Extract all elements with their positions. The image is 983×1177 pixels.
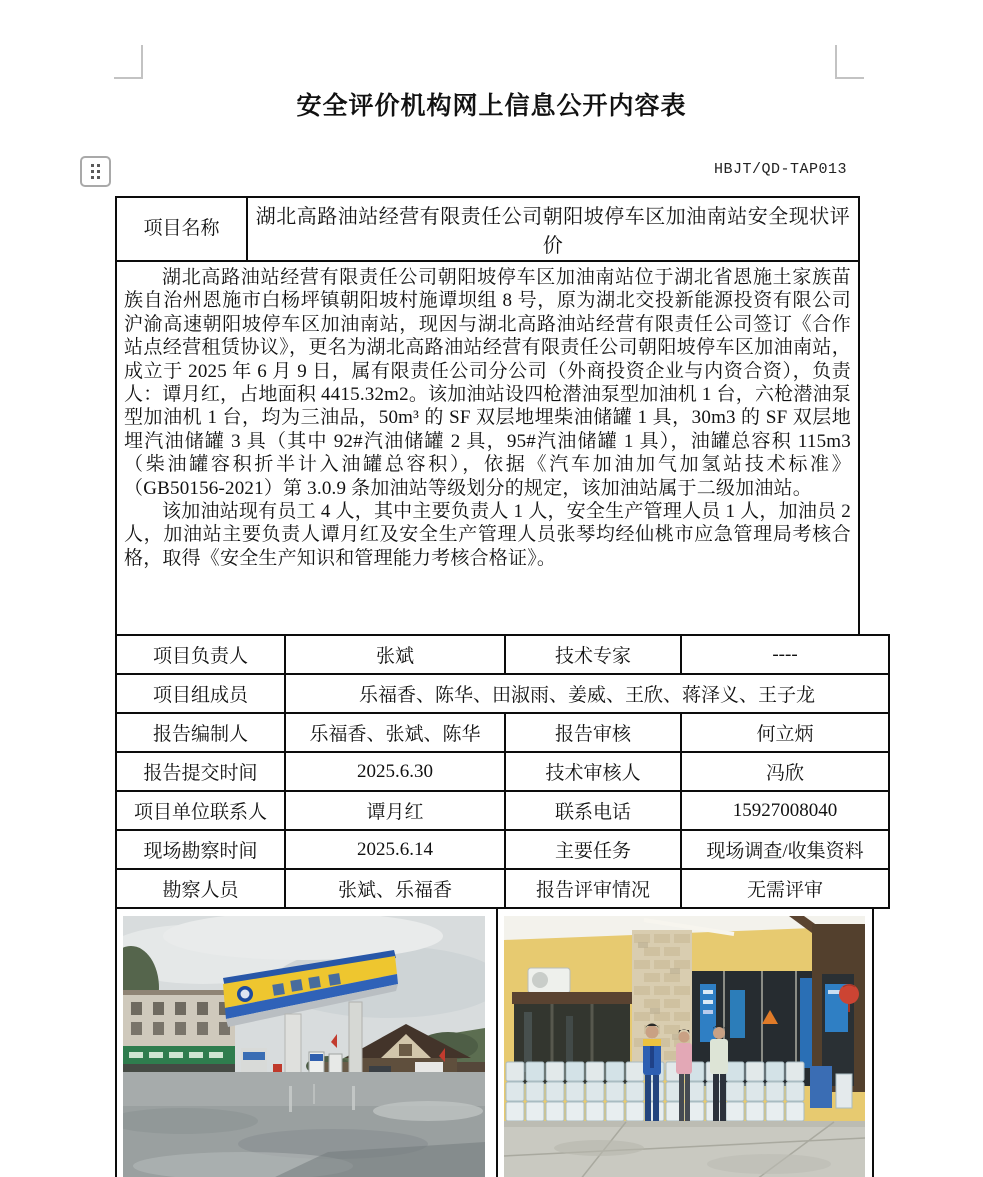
project-description-cell <box>116 261 859 635</box>
row-label: 现场勘察时间 <box>116 830 285 869</box>
description-paragraph-2: 该加油站现有员工 4 人，其中主要负责人 1 人，安全生产管理人员 1 人，加油员 2 人，加油站主要负责人谭月红及安全生产管理人员张琴均经仙桃市应急管理局考核合格，取得《安全生产知识和管理能力考核合格证》。 <box>124 501 851 569</box>
row-value: 乐福香、张斌、陈华 <box>285 713 505 752</box>
row-label: 报告评审情况 <box>505 869 681 908</box>
gas-station-photo[interactable] <box>123 916 485 1177</box>
info-table <box>115 196 864 1177</box>
text-boundary-mark-left <box>114 45 143 79</box>
row-label: 技术专家 <box>505 635 681 674</box>
row-label: 勘察人员 <box>116 869 285 908</box>
table-row <box>116 674 889 713</box>
table-row <box>116 830 889 869</box>
row-value: 张斌 <box>285 635 505 674</box>
table-row <box>116 752 889 791</box>
table-move-handle-icon[interactable] <box>80 156 111 187</box>
row-value: 2025.6.14 <box>285 830 505 869</box>
photo-cell-left <box>116 908 497 1177</box>
row-label: 项目单位联系人 <box>116 791 285 830</box>
row-value: 何立炳 <box>681 713 889 752</box>
row-label: 报告提交时间 <box>116 752 285 791</box>
table-row <box>116 635 889 674</box>
row-label: 项目组成员 <box>116 674 285 713</box>
table-row <box>116 869 889 908</box>
row-value: 谭月红 <box>285 791 505 830</box>
row-label: 联系电话 <box>505 791 681 830</box>
text-boundary-mark-right <box>835 45 864 79</box>
table-row <box>116 713 889 752</box>
row-value: ---- <box>681 635 889 674</box>
project-name-value: 湖北高路油站经营有限责任公司朝阳坡停车区加油南站安全现状评价 <box>247 197 859 261</box>
row-label: 报告编制人 <box>116 713 285 752</box>
row-value: 张斌、乐福香 <box>285 869 505 908</box>
site-group-photo[interactable] <box>504 916 865 1177</box>
description-paragraph-1: 湖北高路油站经营有限责任公司朝阳坡停车区加油南站位于湖北省恩施土家族苗族自治州恩施市白杨坪镇朝阳坡村施谭坝组 8 号，原为湖北交投新能源投资有限公司沪渝高速朝阳坡停车区加油南站，现因与湖北高路油站经营有限责任公司签订《合作站点经营租赁协议》，更名为湖北高路油站经营有限责任公司朝阳坡停车区加油南站，成立于 2025 年 6 月 9 日，属有限责任公司分公司（外商投资企业与内资合资），负责人：谭月红，占地面积 4415.32m2。该加油站设四枪潜油泵型加油机 1 台，六枪潜油泵型加油机 1 台，均为三油品，50m³ 的 SF 双层地埋柴油储罐 1 具，30m3 的 SF 双层地埋汽油储罐 3 具（其中 92#汽油储罐 2 具，95#汽油储罐 1 具），油罐总容积 115m3（柴油罐容积折半计入油罐总容积），依据《汽车加油加气加氢站技术标准》（GB50156-2021）第 3.0.9 条加油站等级划分的规定，该加油站属于二级加油站。 <box>124 267 851 499</box>
row-label: 技术审核人 <box>505 752 681 791</box>
page-title: 安全评价机构网上信息公开内容表 <box>296 93 687 120</box>
row-value: 现场调查/收集资料 <box>681 830 889 869</box>
row-label: 项目负责人 <box>116 635 285 674</box>
row-value: 乐福香、陈华、田淑雨、姜威、王欣、蒋泽义、王子龙 <box>285 674 889 713</box>
row-label: 主要任务 <box>505 830 681 869</box>
row-value: 冯欣 <box>681 752 889 791</box>
project-name-label: 项目名称 <box>116 197 247 261</box>
project-detail-table <box>115 634 890 909</box>
project-header-table <box>115 196 860 636</box>
row-label: 报告审核 <box>505 713 681 752</box>
photo-table <box>115 907 874 1177</box>
row-value: 无需评审 <box>681 869 889 908</box>
photo-cell-right <box>497 908 873 1177</box>
row-value: 15927008040 <box>681 791 889 830</box>
row-value: 2025.6.30 <box>285 752 505 791</box>
table-row <box>116 791 889 830</box>
document-code: HBJT/QD-TAP013 <box>713 161 847 178</box>
six-dot-grid-icon <box>91 164 101 180</box>
